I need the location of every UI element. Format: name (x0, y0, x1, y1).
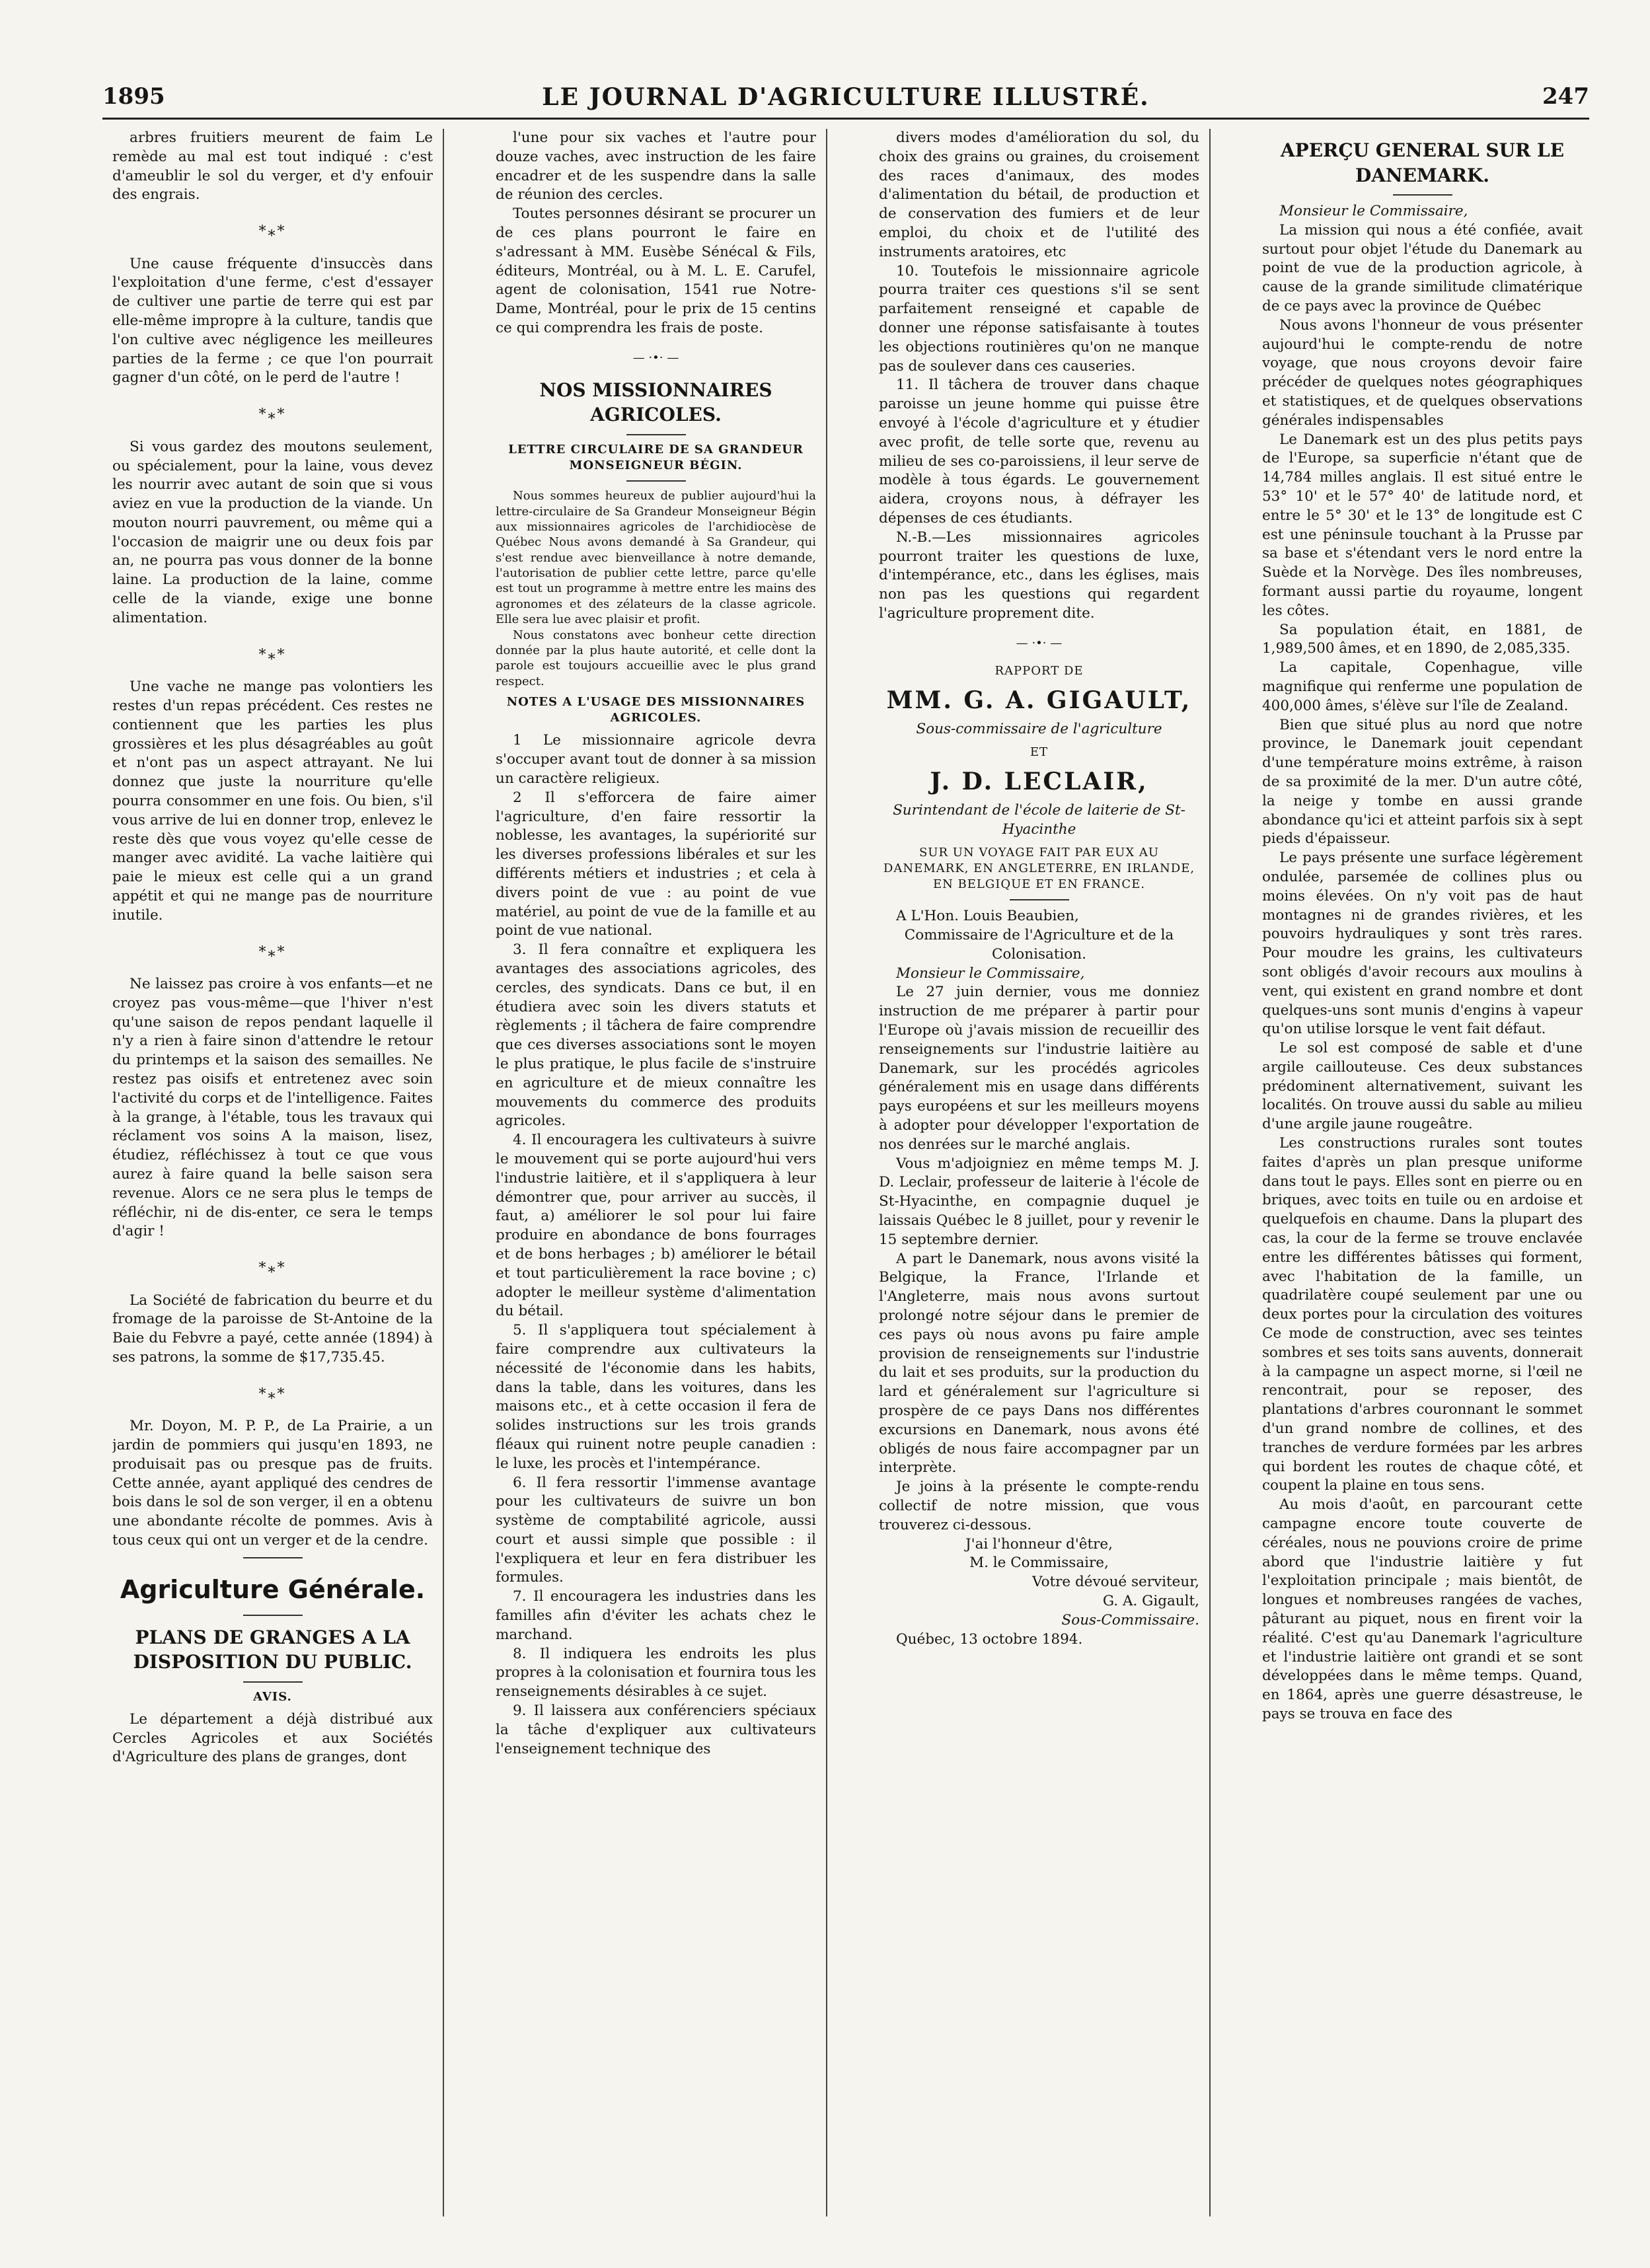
paragraph: Bien que situé plus au nord que notre province, le Danemark jouit cependant d'une température moins extrême, à raison de sa proximité de la mer. D'un autre côté, la neige y tombe en aussi grande abondance qu'ici et atteint parfois six à sept pieds d'épaisseur. (1262, 716, 1583, 848)
report-label: RAPPORT DE (994, 663, 1084, 678)
list-item: 3. Il fera connaître et expliquera les avantages des associations agricoles, des cercles, des syndicats. Dans ce but, il en étudiera avec soin les divers statuts et règlements ; il tâchera de faire comprendre que ces diverses associations sont le moyen le plus pratique, le plus facile de s'instruire en agriculture et de mieux connaître les mouvements du commerce des produits agricoles. (496, 941, 816, 1130)
subheading: LETTRE CIRCULAIRE DE SA GRANDEUR MONSEIGNEUR BÉGIN. (508, 442, 804, 473)
column-1 (112, 129, 433, 2216)
conjunction: ET (1030, 745, 1049, 759)
rule (243, 1557, 303, 1558)
column-divider (1209, 129, 1211, 2216)
paragraph: La Société de fabrication du beurre et du fromage de la paroisse de St-Antoine de la Baie du Febvre a payé, cette année (1894) à ses patrons, la somme de $17,735.45. (112, 1292, 433, 1366)
list-item: 2 Il s'efforcera de faire aimer l'agriculture, d'en faire ressortir la noblesse, les avantages, la supériorité sur les diverses professions libérales et sur les différents métiers et industries ; et cela à divers point de vue : au point de vue matériel, au point de vue de la famille et au point de vue national. (496, 789, 816, 939)
separator: *⁎* (258, 1385, 287, 1403)
subheading: NOTES A L'USAGE DES MISSIONNAIRES AGRICOLES. (506, 695, 806, 725)
paragraph: Je joins à la présente le compte-rendu collectif de notre mission, que vous trouverez ci-dessous. (879, 1479, 1199, 1533)
article-heading: NOS MISSIONNAIRES AGRICOLES. (539, 379, 772, 426)
salutation: Monsieur le Commissaire, (896, 965, 1085, 982)
addressee-title: Commissaire de l'Agriculture et de la Colonisation. (904, 927, 1174, 963)
salutation: Monsieur le Commissaire, (1279, 203, 1468, 220)
rule (1010, 899, 1069, 900)
signature: G. A. Gigault, (1102, 1592, 1199, 1609)
rule (626, 480, 686, 482)
header-year: 1895 (102, 83, 165, 110)
separator: *⁎* (258, 406, 287, 423)
paragraph: Le sol est composé de sable et d'une argile caillouteuse. Ces deux substances prédominent alternativement, suivant les localités. On trouve aussi du sable au milieu d'une argile jaune rougeâtre. (1262, 1040, 1583, 1133)
report-subtitle: SUR UN VOYAGE FAIT PAR EUX AU DANEMARK, EN ANGLETERRE, EN IRLANDE, EN BELGIQUE ET EN FRANCE. (883, 845, 1195, 892)
list-item: 5. Il s'appliquera tout spécialement à faire comprendre aux cultivateurs la nécessité de l'économie dans les habits, dans la table, dans les voitures, dans les maisons etc., et à cette occasion il fera de solides instructions sur les trois grands fléaux qui ruinent notre peuple canadien : le luxe, les procès et l'intempérance. (496, 1322, 816, 1472)
paragraph: Les constructions rurales sont toutes faites d'après un plan presque uniforme dans tout le pays. Elles sont en pierre ou en briques, avec toits en tuile ou en ardoise et quelquefois en chaume. Dans la plupart des cas, la cour de la ferme se trouve enclavée entre les différentes bâtisses qui forment, avec l'habitation de la famille, un quadrilatère coupé seulement par une ou deux portes pour la circulation des voitures Ce mode de construction, avec ses teintes sombres et ses toits sans auvents, donnerait à la campagne un aspect morne, si l'œil ne rencontrait, pour se reposer, des plantations d'arbres couronnant le sommet d'un grand nombre de collines, et des tranches de verdure formées par les arbres qui bordent les routes de chaque côté, et coupent la plaine en tous sens. (1262, 1135, 1583, 1494)
date: Québec, 13 octobre 1894. (896, 1630, 1083, 1648)
paragraph: A part le Danemark, nous avons visité la Belgique, la France, l'Irlande et l'Angleterre, mais nous avons surtout prolongé notre séjour dans le premier de ces pays où nous avons pu faire ample provision de renseignements sur l'industrie du lait et ses produits, sur la production du lard et généralement sur l'agriculture si prospère de ce pays Dans nos différentes excursions en Danemark, nous avons été obligés de nous faire accompagner par un interprète. (879, 1250, 1199, 1477)
paragraph: Vous m'adjoigniez en même temps M. J. D. Leclair, professeur de laiterie à l'école de St-Hyacinthe, en compagnie duquel je laissais Québec le 8 juillet, pour y revenir le 15 septembre dernier. (879, 1155, 1199, 1248)
paragraph: Nous constatons avec bonheur cette direction donnée par la plus haute autorité, et celle dont la parole est toujours accueillie avec le plus grand respect. (496, 628, 816, 688)
paragraph: La mission qui nous a été confiée, avait surtout pour objet l'étude du Danemark au point de vue de la production agricole, à cause de la grande similitude climatérique de ce pays avec la province de Québec (1262, 221, 1583, 315)
author-name: J. D. LECLAIR, (930, 768, 1148, 796)
paragraph: Au mois d'août, en parcourant cette campagne encore toute couverte de céréales, nous ne pouvions croire de prime abord que l'industrie laitière y fut l'exploitation principale ; mais bientôt, de longues et nombreuses rangées de vaches, pâturant au piquet, nous en firent voir la réalité. C'est qu'au Danemark l'agriculture et l'industrie laitière ont grandi et se sont développées dans le même temps. Quand, en 1864, après une guerre désastreuse, le pays se trouva en face des (1262, 1496, 1583, 1722)
header-page-number: 247 (1542, 83, 1589, 110)
column-4 (1262, 129, 1583, 2216)
header-rule (102, 118, 1589, 120)
list-item: 10. Toutefois le missionnaire agricole pourra traiter ces questions s'il se sent parfaitement renseigné et capable de donner une réponse satisfaisante à toutes les objections routinières qu'on ne manque pas de soulever dans ces causeries. (879, 262, 1199, 375)
section-title: Agriculture Générale. (120, 1574, 426, 1604)
paragraph: l'une pour six vaches et l'autre pour douze vaches, avec instruction de les faire encadrer et de les suspendre dans la salle de réunion des cercles. (496, 129, 816, 203)
paragraph: divers modes d'amélioration du sol, du choix des grains ou graines, du croisement des races d'animaux, des modes d'alimentation du bétail, de production et de conservation des fumiers et de leur emploi, du choix et de l'utilité des instruments aratoires, etc (879, 129, 1199, 260)
list-item: 11. Il tâchera de trouver dans chaque paroisse un jeune homme qui puisse être envoyé à l'école d'agriculture et y étudier avec profit, de telle sorte que, revenu au milieu de ses co-paroissiens, il leur serve de modèle à tous égards. Le gouvernement aidera, croyons nous, à défrayer les dépenses de ces étudiants. (879, 377, 1199, 527)
closing: Votre dévoué serviteur, (1032, 1574, 1199, 1591)
separator: *⁎* (258, 943, 287, 961)
paragraph: Le Danemark est un des plus petits pays de l'Europe, sa superficie n'étant que de 14,784 milles anglais. Il est situé entre le 53° 10' et le 57° 40' de latitude nord, et entre le 5° 30' et le 13° de longitude est C est une péninsule touchant à la Prusse par sa base et s'étendant vers le nord entre la Suède et la Norvège. Des îles nombreuses, formant aussi partie du royaume, longent les côtes. (1262, 431, 1583, 619)
article-heading: PLANS DE GRANGES A LA DISPOSITION DU PUBLIC. (133, 1626, 412, 1673)
note: N.-B.—Les missionnaires agricoles pourront traiter les questions de luxe, d'intempérance, etc., dans les églises, mais non pas les questions qui regardent l'agriculture proprement dite. (879, 529, 1199, 622)
list-item: 7. Il encouragera les industries dans les familles afin d'éviter les achats chez le marchand. (496, 1588, 816, 1643)
subheading: AVIS. (253, 1689, 292, 1704)
separator: *⁎* (258, 646, 287, 663)
addressee: A L'Hon. Louis Beaubien, (896, 908, 1079, 925)
paragraph: Le 27 juin dernier, vous me donniez instruction de me préparer à partir pour l'Europe où j'avais mission de recueillir des renseignements sur l'industrie laitière au Danemark, sur les procédés agricoles généralement mis en usage dans différents pays européens et sur les meilleurs moyens à adopter pour développer l'exportation de nos denrées sur le marché anglais. (879, 984, 1199, 1153)
rule (626, 434, 686, 435)
paragraph: La capitale, Copenhague, ville magnifique qui renferme une population de 400,000 âmes, s'élève sur l'île de Zealand. (1262, 659, 1583, 714)
paragraph: Une vache ne mange pas volontiers les restes d'un repas précédent. Ces restes ne contiennent que les parties les plus grossières et les plus désagréables au goût et n'ont pas un aspect attrayant. Ne lui donnez que juste la nourriture qu'elle pourra consommer en une fois. Ou bien, s'il vous arrive de lui en donner trop, enlevez le reste dès que vous voyez qu'elle cesse de manger avec avidité. La vache laitière qui paie le mieux est celle qui a un grand appétit et qui ne mange pas de nourriture inutile. (112, 678, 433, 924)
paragraph: Nous avons l'honneur de vous présenter aujourd'hui le compte-rendu de notre voyage, que nous croyons devoir faire précéder de quelques notes géographiques et statistiques, et de quelques observations générales indispensables (1262, 316, 1583, 429)
paragraph: Sa population était, en 1881, de 1,989,500 âmes, et en 1890, de 2,085,335. (1262, 621, 1583, 657)
paragraph: Ne laissez pas croire à vos enfants—et ne croyez pas vous-même—que l'hiver n'est qu'une saison de repos pendant laquelle il n'y a rien à faire sinon d'attendre le retour du printemps et la saison des semailles. Ne restez pas oisifs et entretenez avec soin l'activité du corps et de l'intelligence. Faites à la grange, à l'étable, tous les travaux qui réclament vos soins A la maison, lisez, étudiez, réfléchissez à tout ce que vous aurez à faire quand la belle saison sera revenue. Alors ce ne sera plus le temps de réfléchir, ni de dis-enter, ce sera le temps d'agir ! (112, 975, 433, 1240)
paragraph: arbres fruitiers meurent de faim Le remède au mal est tout indiqué : c'est d'ameublir le sol du verger, et d'y enfouir des engrais. (112, 129, 433, 203)
author-name: MM. G. A. GIGAULT, (886, 686, 1192, 714)
separator: *⁎* (258, 223, 287, 240)
article-heading: APERÇU GENERAL SUR LE DANEMARK. (1280, 139, 1565, 186)
paragraph: Nous sommes heureux de publier aujourd'hui la lettre-circulaire de Sa Grandeur Monseigneur Bégin aux missionnaires agricoles de l'archidiocèse de Québec Nous avons demandé à Sa Grandeur, qui s'est rendue avec bienveillance à notre demande, l'autorisation de publier cette lettre, parce qu'elle est tout un programme à mettre entre les mains des agronomes et des zélateurs de la classe agricole. Elle sera lue avec plaisir et profit. (496, 489, 816, 627)
page-header (102, 78, 1589, 115)
paragraph: Une cause fréquente d'insuccès dans l'exploitation d'une ferme, c'est d'essayer de cultiver une partie de terre qui est par elle-même impropre à la culture, tandis que l'on cultive avec négligence les meilleures parties de la ferme ; ce que l'on pourrait gagner d'un côté, on le perd de l'autre ! (112, 255, 433, 386)
header-title: LE JOURNAL D'AGRICULTURE ILLUSTRÉ. (542, 83, 1150, 111)
author-title: Surintendant de l'école de laiterie de St-Hyacinthe (893, 802, 1185, 838)
rule (243, 1681, 303, 1683)
closing: J'ai l'honneur d'être, (965, 1535, 1113, 1553)
paragraph: Mr. Doyon, M. P. P., de La Prairie, a un jardin de pommiers qui jusqu'en 1893, ne produisait pas ou presque pas de fruits. Cette année, ayant appliqué des cendres de bois dans le sol de son verger, il en a obtenu une abondante récolte de pommes. Avis à tous ceux qui ont un verger et de la cendre. (112, 1418, 433, 1549)
closing: M. le Commissaire, (969, 1555, 1109, 1572)
list-item: 4. Il encouragera les cultivateurs à suivre le mouvement qui se porte aujourd'hui vers l'industrie laitière, et il s'appliquera à leur démontrer que, pour arriver au succès, il faut, a) améliorer le sol pour lui faire produire en abondance de bons fourrages et de bons herbages ; b) améliorer le bétail et tout particulièrement la race bovine ; c) adopter le meilleur système d'alimentation du bétail. (496, 1132, 816, 1320)
author-title: Sous-commissaire de l'agriculture (916, 721, 1162, 738)
paragraph: Toutes personnes désirant se procurer un de ces plans pourront le faire en s'adressant à MM. Eusèbe Sénécal & Fils, éditeurs, Montréal, ou à M. L. E. Carufel, agent de colonisation, 1541 rue Notre-Dame, Montréal, pour le prix de 15 centins ce qui comprendra les frais de poste. (496, 205, 816, 336)
paragraph: Le département a déjà distribué aux Cercles Agricoles et aux Sociétés d'Agriculture des plans de granges, dont (112, 1710, 433, 1766)
separator-ornament: — ·•· — (1016, 636, 1063, 650)
list-item: 8. Il indiquera les endroits les plus propres à la colonisation et fournira tous les renseignements désirables à ce sujet. (496, 1645, 816, 1701)
column-divider (443, 129, 444, 2216)
list-item: 9. Il laissera aux conférenciers spéciaux la tâche d'expliquer aux cultivateurs l'enseignement technique des (496, 1702, 816, 1757)
rule (1393, 194, 1452, 196)
paragraph: Si vous gardez des moutons seulement, ou spécialement, pour la laine, vous devez les nourrir avec autant de soin que si vous aviez en vue la production de la viande. Un mouton nourri pauvrement, ou même qui a l'occasion de maigrir une ou deux fois par an, ne pourra pas vous donner de la bonne laine. La production de la laine, comme celle de la viande, exige une bonne alimentation. (112, 438, 433, 626)
list-item: 1 Le missionnaire agricole devra s'occuper avant tout de donner à sa mission un caractère religieux. (496, 732, 816, 787)
paragraph: Le pays présente une surface légèrement ondulée, parsemée de collines plus ou moins élevées. On n'y voit pas de haut montagnes ni de grandes rivières, et les pouvoirs hydrauliques y sont très rares. Pour moudre les grains, les cultivateurs sont obligés d'avoir recours aux moulins à vent, qui existent en grand nombre et dont quelques-uns sont munis d'engins à vapeur qu'on utilise lorsque le vent fait défaut. (1262, 850, 1583, 1038)
list-item: 6. Il fera ressortir l'immense avantage pour les cultivateurs de suivre un bon système de comptabilité agricole, aussi court et aussi simple que possible : il l'expliquera et leur en fera distribuer les formules. (496, 1474, 816, 1586)
signature-title: Sous-Commissaire. (1061, 1611, 1199, 1628)
column-2 (496, 129, 816, 2216)
separator: *⁎* (258, 1260, 287, 1277)
column-divider (826, 129, 827, 2216)
column-3 (879, 129, 1199, 2216)
rule (243, 1615, 303, 1616)
separator-ornament: — ·•· — (632, 350, 679, 365)
